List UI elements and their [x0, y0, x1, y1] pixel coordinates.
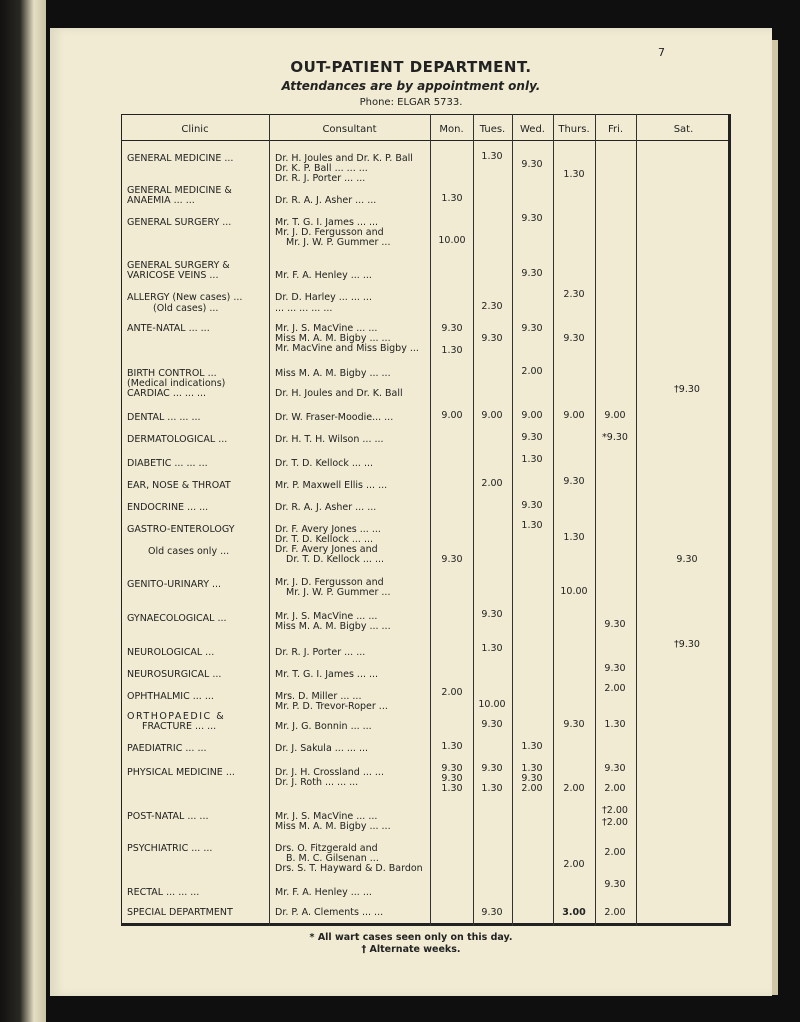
clinic-name: VARICOSE VEINS ...: [127, 270, 219, 281]
header-consultant: Consultant: [322, 124, 377, 135]
clinic-name: POST-NATAL ... ...: [127, 811, 209, 822]
clinic-name: EAR, NOSE & THROAT: [127, 480, 231, 491]
header-rule: [121, 140, 731, 141]
consultant-name: Dr. R. A. J. Asher ... ...: [275, 195, 377, 206]
time-cell: 9.30: [604, 879, 626, 890]
consultant-name: Miss M. A. M. Bigby ... ...: [275, 621, 391, 632]
time-cell: 2.00: [481, 478, 503, 489]
clinic-name: GYNAECOLOGICAL ...: [127, 613, 227, 624]
clinic-name: Old cases only ...: [148, 546, 230, 557]
consultant-name: Mr. F. A. Henley ... ...: [275, 887, 372, 898]
clinic-name: OPHTHALMIC ... ...: [127, 691, 214, 702]
clinic-name: BIRTH CONTROL ...: [127, 368, 217, 379]
time-cell: 10.00: [478, 699, 506, 710]
clinic-name: GENERAL SURGERY &: [127, 260, 230, 271]
clinic-name: DENTAL ... ... ...: [127, 412, 201, 423]
time-cell: 2.00: [604, 847, 626, 858]
column-divider: [595, 114, 596, 926]
clinic-name: ORTHOPAEDIC &: [127, 711, 226, 722]
consultant-name: Mr. J. D. Fergusson and: [275, 577, 384, 588]
consultant-name: Dr. J. Sakula ... ... ...: [275, 743, 369, 754]
clinic-name: RECTAL ... ... ...: [127, 887, 200, 898]
clinic-name: (Old cases) ...: [153, 303, 219, 314]
consultant-name: Mr. J. W. P. Gummer ...: [286, 237, 391, 248]
time-cell: 2.00: [441, 687, 463, 698]
consultant-name: Drs. O. Fitzgerald and: [275, 843, 378, 854]
header-fri: Fri.: [607, 124, 624, 135]
consultant-name: Dr. D. Harley ... ... ...: [275, 292, 372, 303]
time-cell: 9.30: [481, 907, 503, 918]
consultant-name: Dr. R. J. Porter ... ...: [275, 647, 366, 658]
time-cell: 9.30: [521, 432, 543, 443]
consultant-name: Mr. J. S. MacVine ... ...: [275, 611, 378, 622]
time-cell: 2.00: [604, 783, 626, 794]
time-cell: 9.30: [481, 719, 503, 730]
time-cell: 2.00: [604, 907, 626, 918]
consultant-name: Dr. T. D. Kellock ... ...: [275, 458, 374, 469]
consultant-name: Dr. H. T. H. Wilson ... ...: [275, 434, 384, 445]
clinic-name: DERMATOLOGICAL ...: [127, 434, 228, 445]
consultant-name: Dr. F. Avery Jones and: [275, 544, 378, 555]
clinic-name: (Medical indications): [127, 378, 226, 389]
consultant-name: Mr. J. D. Fergusson and: [275, 227, 384, 238]
consultant-name: Drs. S. T. Hayward & D. Bardon: [275, 863, 423, 874]
time-cell: 9.30: [563, 719, 585, 730]
document-page: [50, 28, 772, 996]
time-cell: 9.30: [441, 773, 463, 784]
clinic-name: GENERAL MEDICINE ...: [127, 153, 234, 164]
time-cell: 9.30: [441, 323, 463, 334]
time-cell: 2.30: [481, 301, 503, 312]
time-cell: 9.00: [604, 410, 626, 421]
time-cell: 2.00: [563, 783, 585, 794]
time-cell: 9.30: [563, 333, 585, 344]
clinic-name: PSYCHIATRIC ... ...: [127, 843, 213, 854]
time-cell: 2.00: [604, 683, 626, 694]
column-divider: [553, 114, 554, 926]
time-cell: 9.00: [563, 410, 585, 421]
consultant-name: Miss M. A. M. Bigby ... ...: [275, 368, 391, 379]
time-cell: 9.30: [563, 476, 585, 487]
time-cell: 9.30: [481, 763, 503, 774]
time-cell: 1.30: [521, 454, 543, 465]
consultant-name: Dr. W. Fraser-Moodie... ...: [275, 412, 394, 423]
time-cell: 9.30: [481, 609, 503, 620]
consultant-name: Mr. J. S. MacVine ... ...: [275, 323, 378, 334]
clinic-name: ANAEMIA ... ...: [127, 195, 195, 206]
consultant-name: Mr. P. Maxwell Ellis ... ...: [275, 480, 388, 491]
clinic-name: DIABETIC ... ... ...: [127, 458, 208, 469]
consultant-name: Dr. F. Avery Jones ... ...: [275, 524, 381, 535]
time-cell: †9.30: [674, 384, 700, 395]
phone-line: Phone: ELGAR 5733.: [359, 97, 463, 108]
header-tues: Tues.: [479, 124, 506, 135]
page-title: OUT-PATIENT DEPARTMENT.: [290, 58, 532, 76]
column-divider: [269, 114, 270, 926]
consultant-name: Mr. J. S. MacVine ... ...: [275, 811, 378, 822]
consultant-name: Dr. T. D. Kellock ... ...: [275, 534, 374, 545]
time-cell: 9.30: [481, 333, 503, 344]
time-cell: 9.30: [521, 213, 543, 224]
timetable: [121, 114, 731, 926]
time-cell: 9.30: [521, 159, 543, 170]
consultant-name: Miss M. A. M. Bigby ... ...: [275, 821, 391, 832]
time-cell: 10.00: [438, 235, 466, 246]
consultant-name: Dr. R. A. J. Asher ... ...: [275, 502, 377, 513]
consultant-name: Mr. F. A. Henley ... ...: [275, 270, 372, 281]
consultant-name: Dr. P. A. Clements ... ...: [275, 907, 384, 918]
clinic-name: SPECIAL DEPARTMENT: [127, 907, 233, 918]
consultant-name: Dr. K. P. Ball ... ... ...: [275, 163, 368, 174]
header-sat: Sat.: [673, 124, 694, 135]
consultant-name: ... ... ... ... ...: [275, 303, 333, 314]
binding-edge: [0, 0, 46, 1022]
page-subtitle: Attendances are by appointment only.: [281, 79, 541, 93]
time-cell: 2.30: [563, 289, 585, 300]
header-wed: Wed.: [520, 124, 545, 135]
consultant-name: Dr. H. Joules and Dr. K. Ball: [275, 388, 403, 399]
time-cell: 9.30: [521, 323, 543, 334]
time-cell: 10.00: [560, 586, 588, 597]
clinic-name: GASTRO-ENTEROLOGY: [127, 524, 235, 535]
consultant-name: Mr. MacVine and Miss Bigby ...: [275, 343, 419, 354]
time-cell: 1.30: [521, 763, 543, 774]
time-cell: 9.30: [676, 554, 698, 565]
time-cell: 9.30: [604, 763, 626, 774]
time-cell: 1.30: [441, 345, 463, 356]
consultant-name: Miss M. A. M. Bigby ... ...: [275, 333, 391, 344]
time-cell: 9.00: [521, 410, 543, 421]
consultant-name: Mrs. D. Miller ... ...: [275, 691, 362, 702]
time-cell: 1.30: [441, 193, 463, 204]
time-cell: 2.00: [521, 366, 543, 377]
time-cell: 9.00: [441, 410, 463, 421]
consultant-name: Mr. P. D. Trevor-Roper ...: [275, 701, 388, 712]
clinic-name: ALLERGY (New cases) ...: [127, 292, 243, 303]
header-thurs: Thurs.: [558, 124, 590, 135]
column-divider: [636, 114, 637, 926]
consultant-name: Mr. J. G. Bonnin ... ...: [275, 721, 372, 732]
time-cell: 1.30: [481, 643, 503, 654]
time-cell: 1.30: [563, 169, 585, 180]
clinic-name: NEUROLOGICAL ...: [127, 647, 215, 658]
time-cell: 2.00: [563, 859, 585, 870]
time-cell: †2.00: [602, 817, 628, 828]
page-edge: [772, 40, 778, 995]
time-cell: 1.30: [481, 151, 503, 162]
clinic-name: GENITO-URINARY ...: [127, 579, 222, 590]
clinic-name: PAEDIATRIC ... ...: [127, 743, 207, 754]
consultant-name: Mr. T. G. I. James ... ...: [275, 217, 379, 228]
footnote-alternate: † Alternate weeks.: [361, 944, 461, 955]
column-divider: [512, 114, 513, 926]
time-cell: 1.30: [521, 741, 543, 752]
clinic-name: CARDIAC ... ... ...: [127, 388, 207, 399]
time-cell: 9.00: [481, 410, 503, 421]
clinic-name: NEUROSURGICAL ...: [127, 669, 222, 680]
time-cell: †9.30: [674, 639, 700, 650]
consultant-name: B. M. C. Gilsenan ...: [286, 853, 379, 864]
clinic-name: FRACTURE ... ...: [142, 721, 217, 732]
time-cell: 1.30: [441, 741, 463, 752]
consultant-name: Dr. H. Joules and Dr. K. P. Ball: [275, 153, 413, 164]
time-cell: 9.30: [521, 268, 543, 279]
clinic-name: PHYSICAL MEDICINE ...: [127, 767, 235, 778]
time-cell: *9.30: [602, 432, 628, 443]
header-mon: Mon.: [439, 124, 464, 135]
consultant-name: Dr. J. H. Crossland ... ...: [275, 767, 384, 778]
time-cell: 2.00: [521, 783, 543, 794]
time-cell: 9.30: [521, 773, 543, 784]
clinic-name: ENDOCRINE ... ...: [127, 502, 209, 513]
time-cell: 9.30: [441, 763, 463, 774]
consultant-name: Mr. J. W. P. Gummer ...: [286, 587, 391, 598]
footnotes: [50, 932, 772, 956]
time-cell: 1.30: [563, 532, 585, 543]
consultant-name: Mr. T. G. I. James ... ...: [275, 669, 379, 680]
consultant-name: Dr. J. Roth ... ... ...: [275, 777, 359, 788]
time-cell: 1.30: [441, 783, 463, 794]
clinic-name: GENERAL MEDICINE &: [127, 185, 232, 196]
time-cell: †2.00: [602, 805, 628, 816]
time-cell: 9.30: [521, 500, 543, 511]
time-cell: 1.30: [481, 783, 503, 794]
time-cell: 3.00: [562, 907, 586, 918]
time-cell: 1.30: [604, 719, 626, 730]
time-cell: 9.30: [604, 619, 626, 630]
time-cell: 9.30: [604, 663, 626, 674]
consultant-name: Dr. R. J. Porter ... ...: [275, 173, 366, 184]
consultant-name: Dr. T. D. Kellock ... ...: [286, 554, 385, 565]
time-cell: 1.30: [521, 520, 543, 531]
time-cell: 9.30: [441, 554, 463, 565]
clinic-name: ANTE-NATAL ... ...: [127, 323, 210, 334]
page-number: 7: [658, 46, 665, 59]
clinic-name: GENERAL SURGERY ...: [127, 217, 232, 228]
footnote-wart: * All wart cases seen only on this day.: [309, 932, 513, 943]
header-clinic: Clinic: [181, 124, 209, 135]
